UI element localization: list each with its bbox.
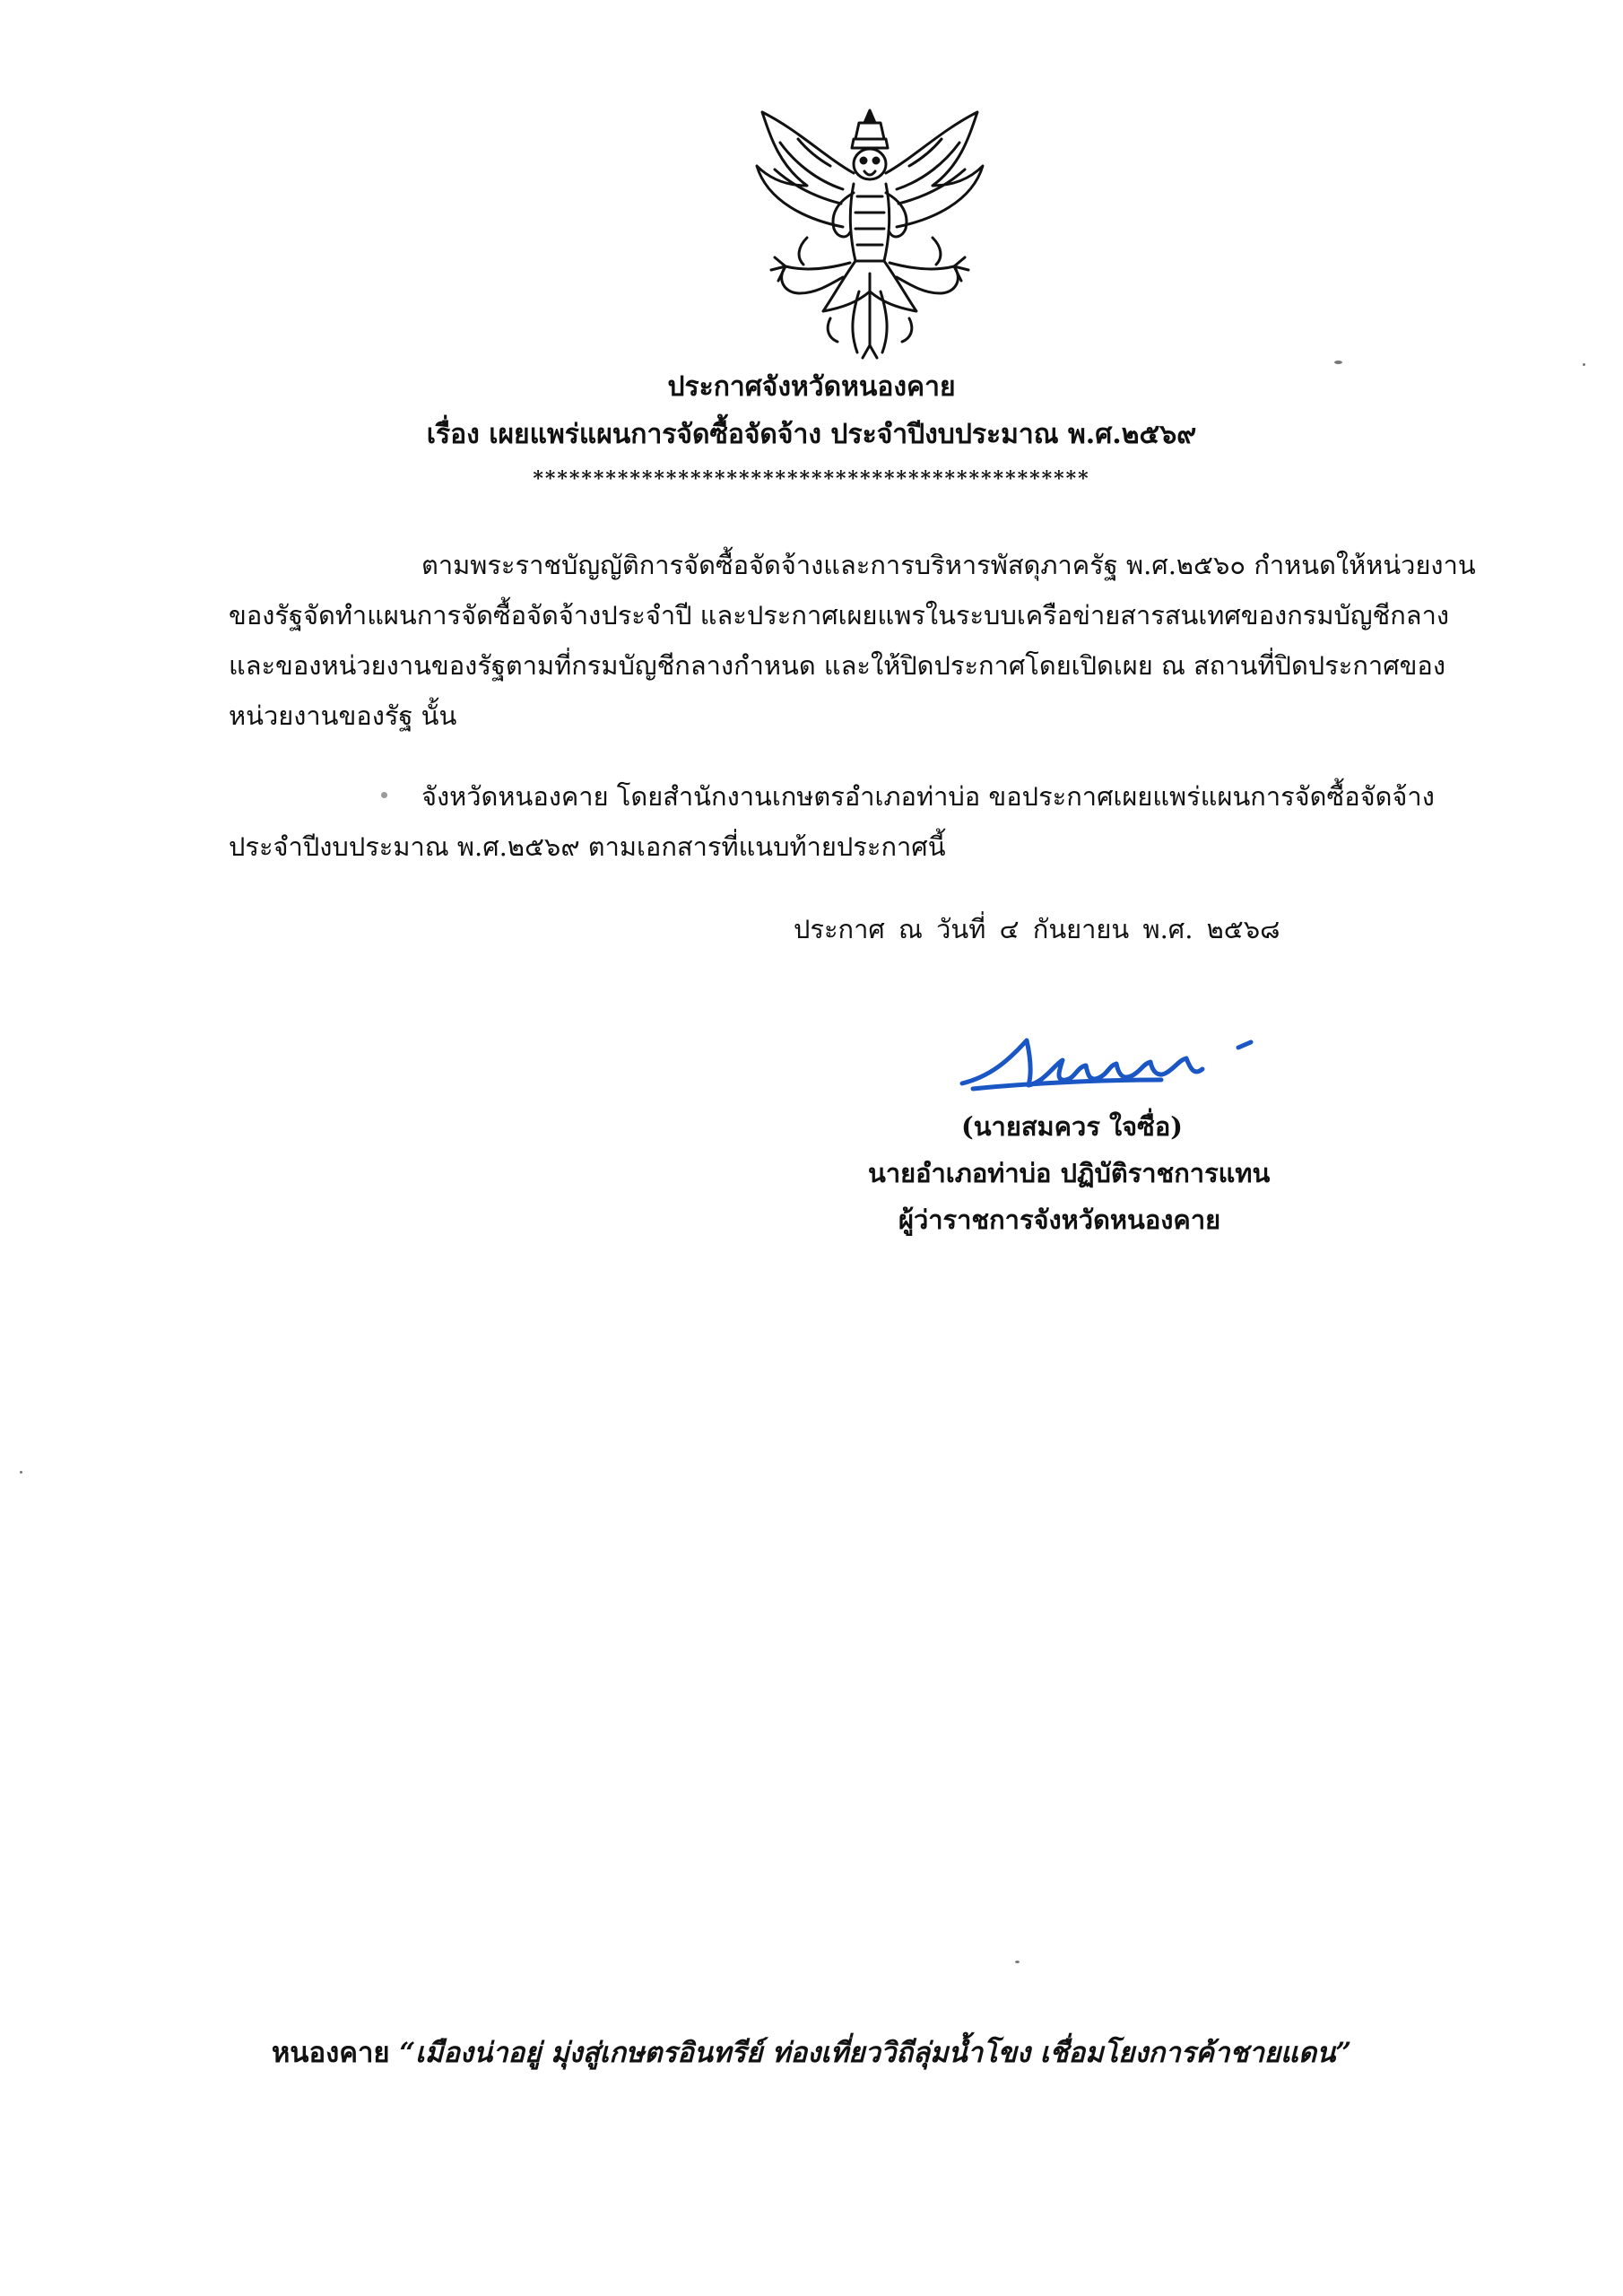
paragraph-2-line-2: ประจำปีงบประมาณ พ.ศ.๒๕๖๙ ตามเอกสารที่แนบท้ายประกาศนี้ bbox=[229, 831, 946, 862]
scan-speck bbox=[20, 1471, 22, 1474]
paragraph-2-line-1: จังหวัดหนองคาย โดยสำนักงานเกษตรอำเภอท่าบ่อ ขอประกาศเผยแพร่แผนการจัดซื้อจัดจ้าง bbox=[421, 781, 1435, 812]
paragraph-1-line-1: ตามพระราชบัญญัติการจัดซื้อจัดจ้างและการบริหารพัสดุภาครัฐ พ.ศ.๒๕๖๐ กำหนดให้หน่วยงาน bbox=[421, 550, 1476, 580]
scan-speck bbox=[1334, 361, 1342, 364]
announcement-subject: เรื่อง เผยแพร่แผนการจัดซื้อจัดจ้าง ประจำปีงบประมาณ พ.ศ.๒๕๖๙ bbox=[426, 419, 1197, 450]
province-motto bbox=[0, 2031, 1623, 2074]
body-paragraph-2 bbox=[229, 771, 1484, 872]
body-paragraph-1 bbox=[229, 540, 1484, 741]
garuda-emblem-icon bbox=[744, 103, 995, 363]
scan-speck bbox=[1015, 1961, 1020, 1963]
scan-speck bbox=[1583, 363, 1585, 366]
paragraph-1-line-2: ของรัฐจัดทำแผนการจัดซื้อจัดจ้างประจำปี และประกาศเผยแพรในระบบเครือข่ายสารสนเทศของกรมบัญชีกลาง bbox=[229, 600, 1450, 631]
announcement-date: ประกาศ ณ วันที่ ๔ กันยายน พ.ศ. ๒๕๖๘ bbox=[794, 914, 1280, 944]
signature-icon bbox=[955, 1030, 1278, 1101]
separator-line: ********************************************** bbox=[533, 467, 1090, 491]
signer-position-line-1: นายอำเภอท่าบ่อ ปฏิบัติราชการแทน bbox=[868, 1158, 1271, 1188]
motto-text: “เมืองน่าอยู่ มุ่งสู่เกษตรอินทรีย์ ท่องเที่ยววิถีลุ่มน้ำโขง เชื่อมโยงการค้าชายแดน” bbox=[399, 2037, 1352, 2069]
announcement-title: ประกาศจังหวัดหนองคาย bbox=[667, 371, 956, 403]
signer-position-line-2: ผู้ว่าราชการจังหวัดหนองคาย bbox=[898, 1205, 1221, 1235]
paragraph-1-line-4: หน่วยงานของรัฐ นั้น bbox=[229, 700, 457, 731]
motto-province: หนองคาย bbox=[271, 2037, 390, 2069]
signer-name: (นายสมควร ใจซื่อ) bbox=[961, 1111, 1183, 1142]
paragraph-1-line-3: และของหน่วยงานของรัฐตามที่กรมบัญชีกลางกำหนด และให้ปิดประกาศโดยเปิดเผย ณ สถานที่ปิดประกาศของ bbox=[229, 650, 1446, 681]
